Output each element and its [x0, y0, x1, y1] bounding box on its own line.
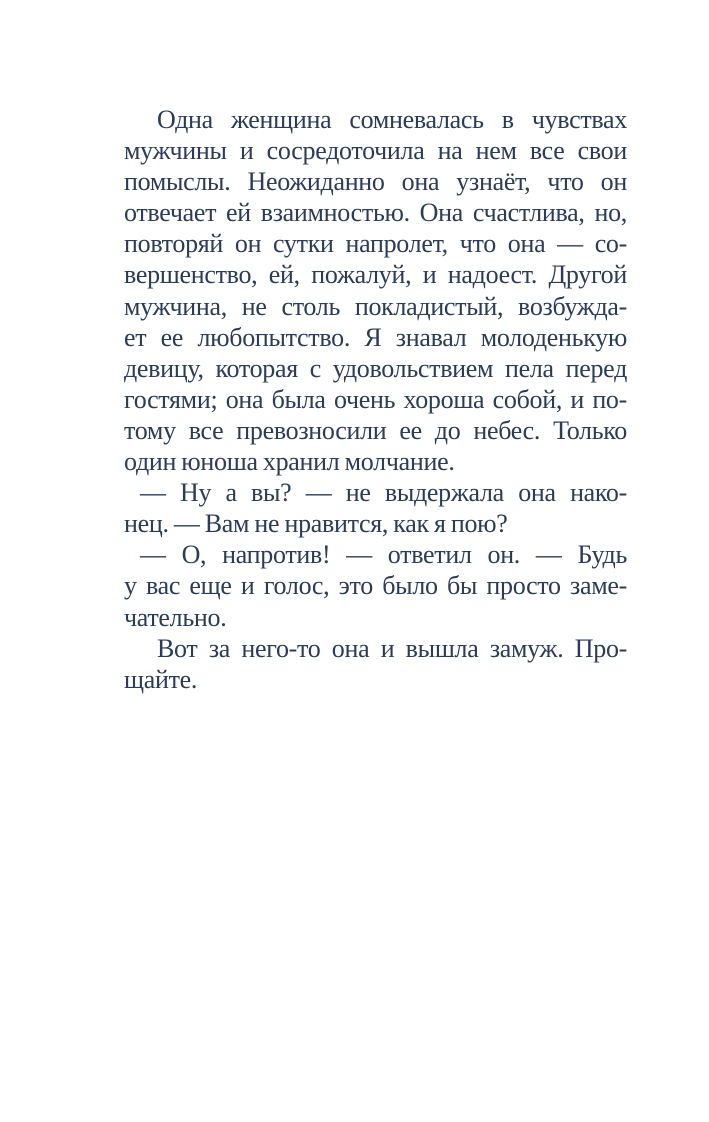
- text-line: гостями; она была очень хороша собой, и по-: [124, 384, 627, 414]
- text-line: — О, напротив! — ответил он. — Будь: [140, 540, 627, 570]
- text-block: [124, 104, 627, 695]
- text-line: вершенство, ей, пожалуй, и надоест. Другой: [124, 260, 627, 290]
- text-line: — Ну а вы? — не выдержала она нако-: [140, 478, 627, 508]
- text-line: щайте.: [124, 664, 198, 694]
- text-line: отвечает ей взаимностью. Она счастлива, но,: [124, 198, 627, 228]
- text-line: помыслы. Неожиданно она узнаёт, что он: [124, 167, 627, 197]
- text-line: тому все превозносили ее до небес. Только: [124, 415, 627, 445]
- text-line: у вас еще и голос, это было бы просто заме-: [124, 571, 627, 601]
- text-line: чательно.: [124, 602, 227, 632]
- text-line: девицу, которая с удовольствием пела перед: [124, 353, 627, 383]
- text-line: Вот за него-то она и вышла замуж. Про-: [157, 633, 627, 663]
- text-line: повторяй он сутки напролет, что она — со-: [124, 229, 627, 259]
- text-line: Одна женщина сомневалась в чувствах: [157, 105, 627, 134]
- text-line: мужчина, не столь покладистый, возбужда-: [124, 291, 627, 321]
- text-line: ет ее любопытство. Я знавал молоденькую: [124, 322, 627, 352]
- text-line: мужчины и сосредоточила на нем все свои: [124, 136, 627, 166]
- text-line: нец. — Вам не нравится, как я пою?: [124, 509, 508, 539]
- text-line: один юноша хранил молчание.: [124, 447, 455, 477]
